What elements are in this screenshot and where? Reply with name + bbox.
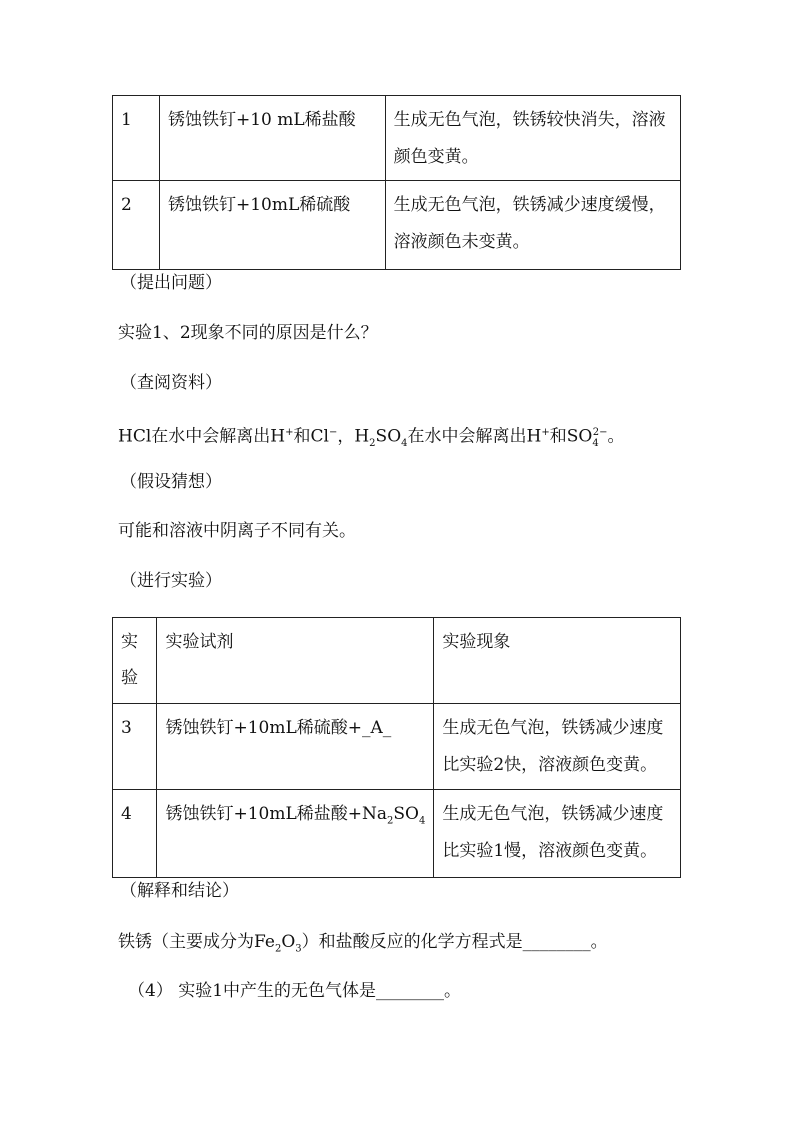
- table-2: [112, 617, 681, 878]
- subscript: 2: [387, 815, 394, 827]
- section-question-heading: （提出问题）: [120, 273, 222, 293]
- subscript: 2: [369, 438, 376, 450]
- hypothesis-text: 可能和溶液中阴离子不同有关。: [118, 521, 356, 541]
- cell-no: 1: [113, 96, 160, 181]
- conclusion-part: O: [281, 932, 296, 952]
- subscript: 4: [418, 815, 426, 827]
- subscript: 3: [295, 943, 302, 955]
- cell-phenomenon: 生成无色气泡，铁锈较快消失，溶液颜色变黄。: [385, 96, 680, 181]
- refs-part: 和Cl: [293, 426, 329, 447]
- question-text: 实验1、2现象不同的原因是什么？: [118, 323, 378, 343]
- cell-no: 2: [113, 181, 160, 270]
- header-reagent: 实验试剂: [157, 618, 434, 704]
- conclusion-part: 铁锈（主要成分为Fe: [118, 932, 275, 952]
- cell-reagent: 锈蚀铁钉+10mL稀硫酸+_A_: [157, 704, 434, 790]
- reagent-part: SO: [393, 804, 419, 824]
- table-1: [112, 95, 681, 270]
- refs-text: [118, 420, 624, 457]
- header-no: 实验: [113, 618, 157, 704]
- question-4: （4） 实验1中产生的无色气体是________。: [128, 981, 462, 1001]
- cell-reagent: [157, 790, 434, 878]
- subscript: 2: [274, 943, 282, 955]
- refs-part: ，H: [337, 426, 370, 447]
- table-row: [113, 96, 681, 181]
- refs-part: 和SO: [549, 426, 593, 447]
- superscript: −: [328, 427, 338, 438]
- subscript: 4: [401, 438, 408, 450]
- superscript: 2−: [592, 427, 608, 438]
- section-hypothesis-heading: （假设猜想）: [120, 472, 222, 492]
- table-row: [113, 790, 681, 878]
- superscript: +: [285, 427, 294, 438]
- header-phenomenon: 实验现象: [434, 618, 681, 704]
- section-conclusion-heading: （解释和结论）: [120, 881, 239, 901]
- cell-no: 4: [113, 790, 157, 878]
- refs-part: 。: [607, 426, 625, 447]
- table-header-row: [113, 618, 681, 704]
- table-row: [113, 181, 681, 270]
- superscript: +: [541, 427, 550, 438]
- conclusion-text: [118, 929, 608, 962]
- section-refs-heading: （查阅资料）: [120, 373, 222, 393]
- cell-no: 3: [113, 704, 157, 790]
- refs-part: HCl在水中会解离出H: [118, 426, 286, 447]
- cell-phenomenon: 生成无色气泡，铁锈减少速度比实验2快，溶液颜色变黄。: [434, 704, 681, 790]
- conclusion-part: ）和盐酸反应的化学方程式是________。: [301, 932, 608, 952]
- cell-reagent: 锈蚀铁钉+10mL稀硫酸: [159, 181, 385, 270]
- cell-phenomenon: 生成无色气泡，铁锈减少速度比实验1慢，溶液颜色变黄。: [434, 790, 681, 878]
- cell-reagent: 锈蚀铁钉+10 mL稀盐酸: [159, 96, 385, 181]
- refs-part: 在水中会解离出H: [407, 426, 542, 447]
- table-row: [113, 704, 681, 790]
- reagent-part: 锈蚀铁钉+10mL稀盐酸+Na: [165, 804, 387, 824]
- refs-part: SO: [375, 426, 402, 447]
- subscript: 4: [592, 438, 599, 450]
- cell-phenomenon: 生成无色气泡，铁锈减少速度缓慢，溶液颜色未变黄。: [385, 181, 680, 270]
- section-experiment-heading: （进行实验）: [120, 571, 222, 591]
